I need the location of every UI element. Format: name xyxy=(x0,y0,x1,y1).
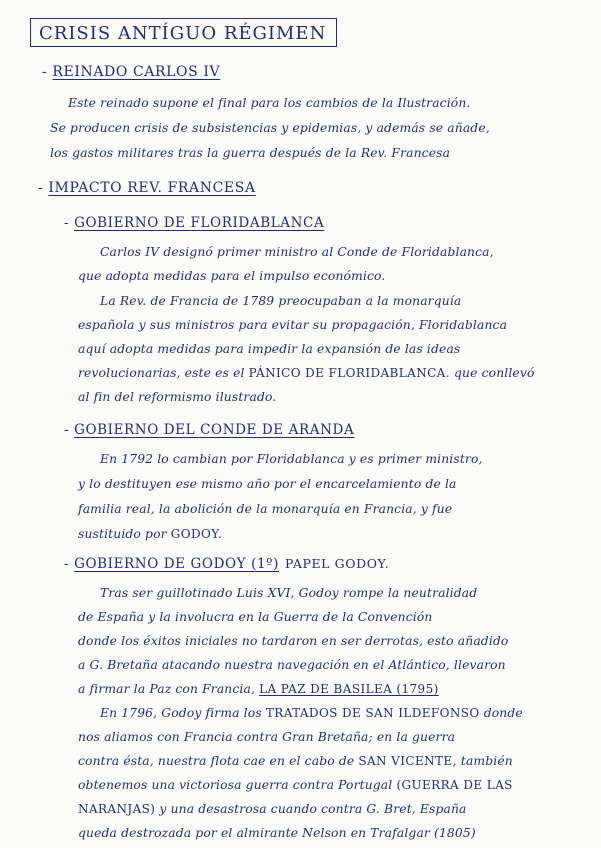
text-line: Tras ser guillotinado Luis XVI, Godoy rompe la neutralidad xyxy=(100,586,478,600)
text-line: Este reinado supone el final para los cambios de la Ilustración. xyxy=(68,96,471,110)
text-line: La Rev. de Francia de 1789 preocupaban a la monarquía xyxy=(100,294,462,308)
heading-godoy-extra: PAPEL GODOY. xyxy=(284,556,390,571)
heading-floridablanca: - GOBIERNO DE FLORIDABLANCA xyxy=(64,215,325,231)
text-line xyxy=(78,754,513,768)
key-term-panico: PÁNICO DE FLORIDABLANCA. xyxy=(248,366,450,380)
heading-impacto: - IMPACTO REV. FRANCESA xyxy=(38,180,256,196)
key-term-san-ildefonso: TRATADOS DE SAN ILDEFONSO xyxy=(265,706,480,720)
heading-aranda: - GOBIERNO DEL CONDE DE ARANDA xyxy=(64,422,355,438)
text-fragment: revolucionarias, este es el xyxy=(78,366,245,380)
text-line xyxy=(78,778,513,792)
key-term-naranjas: (GUERRA DE LAS xyxy=(396,778,513,792)
heading-aranda-label: GOBIERNO DEL CONDE DE ARANDA xyxy=(74,422,355,438)
text-fragment: En 1796, Godoy firma los xyxy=(100,706,262,720)
heading-reinado-label: REINADO CARLOS IV xyxy=(52,64,221,80)
heading-reinado: - REINADO CARLOS IV xyxy=(42,64,221,80)
text-line: de España y la involucra en la Guerra de la Convención xyxy=(78,610,433,624)
text-line: donde los éxitos iniciales no tardaron en ser derrotas, esto añadido xyxy=(78,634,509,648)
text-line xyxy=(100,706,523,720)
heading-floridablanca-label: GOBIERNO DE FLORIDABLANCA xyxy=(74,215,325,231)
text-fragment: obtenemos una victoriosa guerra contra Portugal xyxy=(78,778,393,792)
text-fragment: donde xyxy=(483,706,523,720)
text-line: y lo destituyen ese mismo año por el encarcelamiento de la xyxy=(78,477,457,491)
text-line: los gastos militares tras la guerra después de la Rev. Francesa xyxy=(50,146,451,160)
text-line: aquí adopta medidas para impedir la expansión de las ideas xyxy=(78,342,461,356)
text-line: al fin del reformismo ilustrado. xyxy=(78,390,277,404)
text-line xyxy=(78,366,535,380)
key-term-godoy: GODOY. xyxy=(170,527,223,541)
text-line: que adopta medidas para el impulso económico. xyxy=(78,269,386,283)
key-term-san-vicente: SAN VICENTE, xyxy=(358,754,457,768)
text-line: En 1792 lo cambian por Floridablanca y es primer ministro, xyxy=(100,452,483,466)
text-line: familia real, la abolición de la monarquía en Francia, y fue xyxy=(78,502,453,516)
heading-godoy-label: GOBIERNO DE GODOY (1º) xyxy=(74,556,279,572)
text-fragment: también xyxy=(460,754,513,768)
key-term-paz-basilea: LA PAZ DE BASILEA (1795) xyxy=(259,682,439,696)
text-line: a G. Bretaña atacando nuestra navegación en el Atlántico, llevaron xyxy=(78,658,506,672)
page-title: CRISIS ANTÍGUO RÉGIMEN xyxy=(30,18,337,47)
text-line xyxy=(78,802,467,816)
text-fragment: a firmar la Paz con Francia, xyxy=(78,682,256,696)
text-fragment: sustituido por xyxy=(78,527,167,541)
key-term-naranjas-end: NARANJAS) xyxy=(78,802,156,816)
text-fragment: y una desastrosa cuando contra G. Bret, España xyxy=(159,802,467,816)
heading-godoy: - GOBIERNO DE GODOY (1º) PAPEL GODOY. xyxy=(64,556,390,572)
text-line: nos aliamos con Francia contra Gran Bretaña; en la guerra xyxy=(78,730,456,744)
text-fragment: contra ésta, nuestra flota cae en el cabo de xyxy=(78,754,355,768)
text-fragment: que conllevó xyxy=(454,366,535,380)
heading-impacto-label: IMPACTO REV. FRANCESA xyxy=(48,180,256,196)
text-line: Se producen crisis de subsistencias y epidemias, y además se añade, xyxy=(50,121,490,135)
text-line xyxy=(78,527,222,541)
text-line: Carlos IV designó primer ministro al Conde de Floridablanca, xyxy=(100,245,494,259)
text-line xyxy=(78,682,439,696)
text-line: queda destrozada por el almirante Nelson en Trafalgar (1805) xyxy=(78,826,476,840)
text-line: española y sus ministros para evitar su propagación, Floridablanca xyxy=(78,318,508,332)
